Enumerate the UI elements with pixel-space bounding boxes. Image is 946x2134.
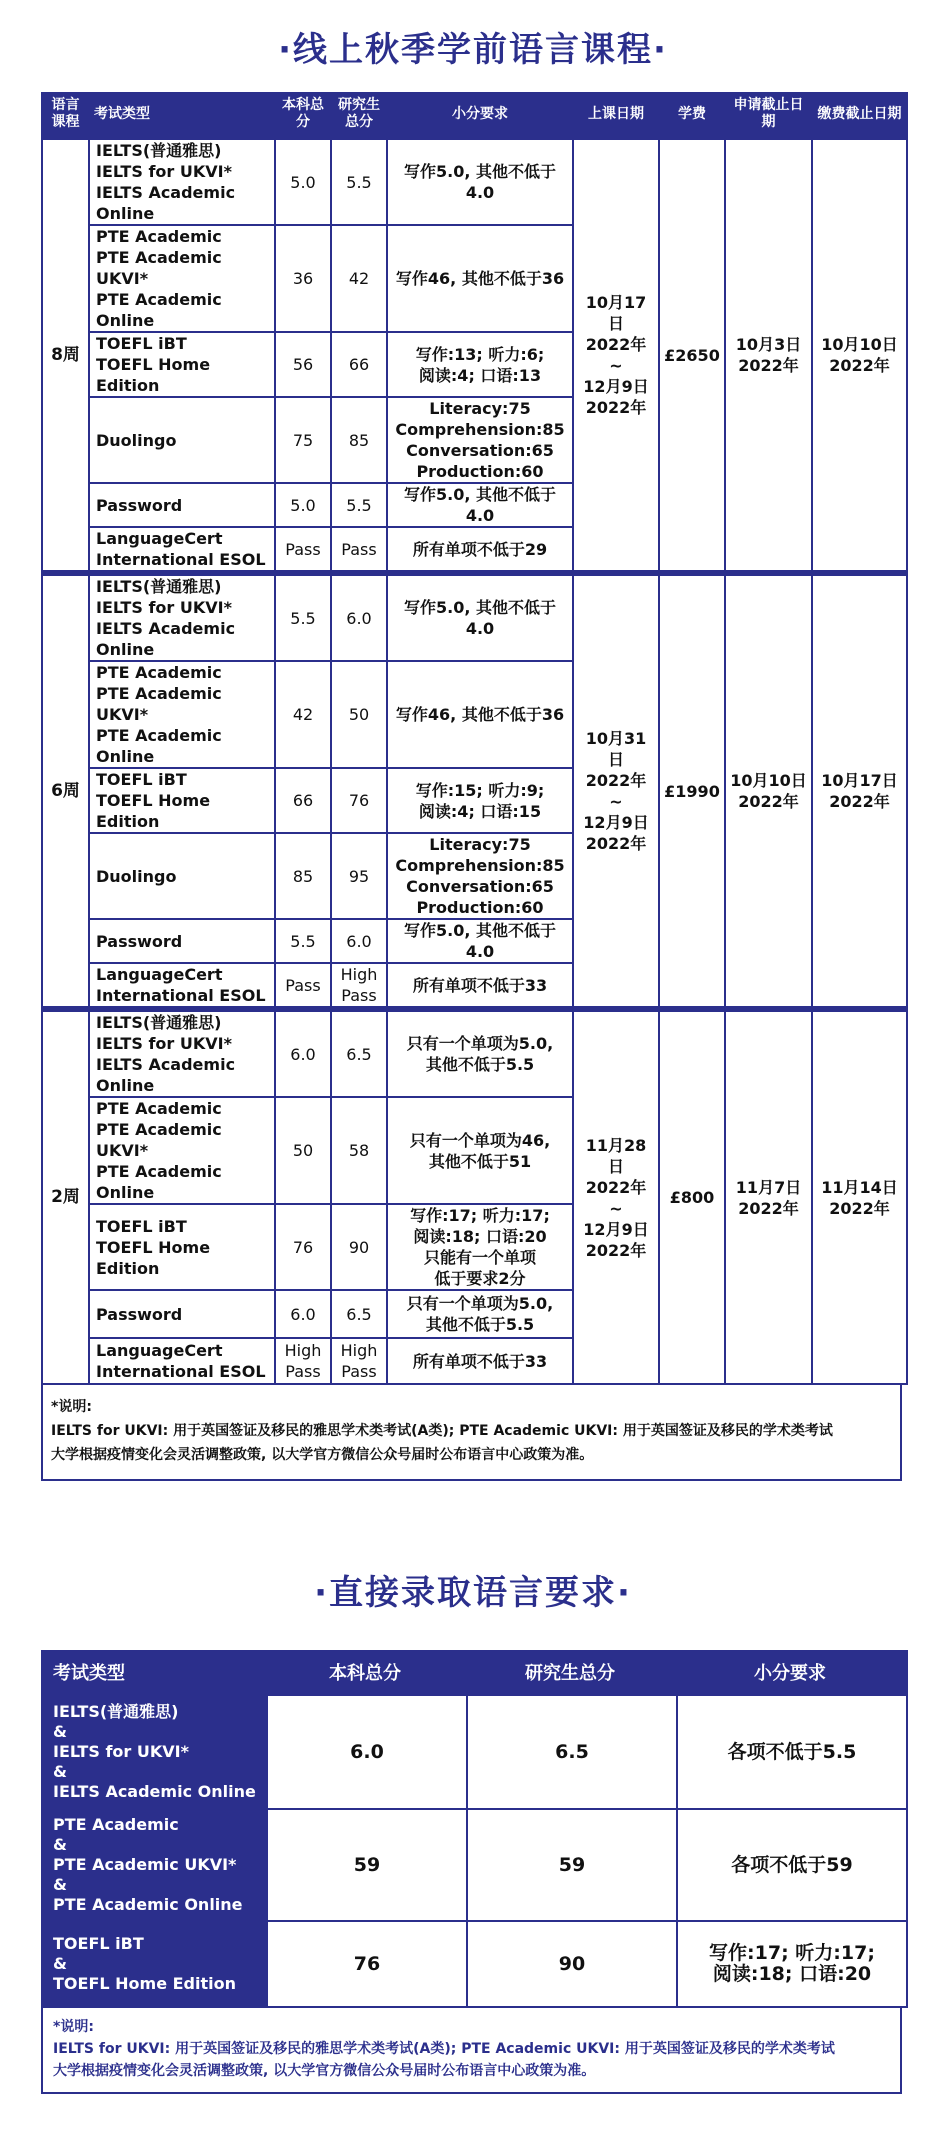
- page-title-direct-admission: ·直接录取语言要求·: [314, 1573, 632, 1613]
- subscore-requirement: Literacy:75 Comprehension:85 Conversation:65 Production:60: [387, 397, 573, 483]
- pg-score: 50: [331, 661, 387, 768]
- exam-type: Duolingo: [89, 833, 275, 919]
- header-exam-type: 考试类型: [89, 93, 275, 137]
- exam-type: PTE Academic PTE Academic UKVI* PTE Academic Online: [89, 1097, 275, 1204]
- note-online-course: *说明: IELTS for UKVI: 用于英国签证及移民的雅思学术类考试(A类); PTE Academic UKVI: 用于英国签证及移民的学术类考试 大学根据疫情变化会灵活调整政策, 以大学官方微信公众号届时公布语言中心政策为准。: [41, 1383, 902, 1481]
- apply-deadline: 10月10日 2022年: [725, 573, 812, 1009]
- subscore-requirement: 只有一个单项为5.0, 其他不低于5.5: [387, 1290, 573, 1338]
- tuition-fee: £2650: [659, 137, 725, 573]
- exam-type: IELTS(普通雅思) & IELTS for UKVI* & IELTS Academic Online: [42, 1695, 267, 1809]
- ug-score: Pass: [275, 527, 331, 573]
- ug-score: 85: [275, 833, 331, 919]
- exam-type: TOEFL iBT TOEFL Home Edition: [89, 332, 275, 397]
- pg-score: 5.5: [331, 137, 387, 225]
- exam-type: Password: [89, 1290, 275, 1338]
- subscore-requirement: 写作:17; 听力:17; 阅读:18; 口语:20: [677, 1921, 907, 2007]
- table-row: [42, 573, 907, 661]
- subscore-requirement: 所有单项不低于29: [387, 527, 573, 573]
- pg-score: 5.5: [331, 483, 387, 527]
- pg-score: 95: [331, 833, 387, 919]
- subscore-requirement: 只有一个单项为46, 其他不低于51: [387, 1097, 573, 1204]
- pg-score: 59: [467, 1809, 677, 1921]
- subscore-requirement: 各项不低于59: [677, 1809, 907, 1921]
- ug-score: 76: [275, 1204, 331, 1290]
- ug-score: 50: [275, 1097, 331, 1204]
- header-fee: 学费: [659, 93, 725, 137]
- pg-score: Pass: [331, 527, 387, 573]
- ug-score: 6.0: [275, 1290, 331, 1338]
- pg-score: 85: [331, 397, 387, 483]
- exam-type: PTE Academic PTE Academic UKVI* PTE Academic Online: [89, 661, 275, 768]
- ug-score: 59: [267, 1809, 467, 1921]
- apply-deadline: 11月7日 2022年: [725, 1009, 812, 1384]
- ug-score: 5.0: [275, 137, 331, 225]
- pay-deadline: 10月10日 2022年: [812, 137, 907, 573]
- subscore-requirement: 写作5.0, 其他不低于4.0: [387, 483, 573, 527]
- apply-deadline: 10月3日 2022年: [725, 137, 812, 573]
- subscore-requirement: 写作:15; 听力:9; 阅读:4; 口语:15: [387, 768, 573, 833]
- subscore-requirement: 写作:17; 听力:17; 阅读:18; 口语:20 只能有一个单项 低于要求2分: [387, 1204, 573, 1290]
- subscore-requirement: 写作5.0, 其他不低于4.0: [387, 137, 573, 225]
- pg-score: High Pass: [331, 963, 387, 1009]
- note-direct-admission: *说明: IELTS for UKVI: 用于英国签证及移民的雅思学术类考试(A类); PTE Academic UKVI: 用于英国签证及移民的学术类考试 大学根据疫情变化会灵活调整政策, 以大学官方微信公众号届时公布语言中心政策为准。: [41, 2006, 902, 2094]
- subscore-requirement: 写作:13; 听力:6; 阅读:4; 口语:13: [387, 332, 573, 397]
- online-course-table: [41, 92, 908, 1385]
- ug-score: 6.0: [267, 1695, 467, 1809]
- header-course: 语言课程: [42, 93, 89, 137]
- exam-type: IELTS(普通雅思) IELTS for UKVI* IELTS Academic Online: [89, 573, 275, 661]
- ug-score: Pass: [275, 963, 331, 1009]
- header-subscores: 小分要求: [387, 93, 573, 137]
- ug-score: 76: [267, 1921, 467, 2007]
- exam-type: PTE Academic & PTE Academic UKVI* & PTE Academic Online: [42, 1809, 267, 1921]
- pg-score: 6.5: [467, 1695, 677, 1809]
- pg-score: 42: [331, 225, 387, 332]
- pg-score: 90: [467, 1921, 677, 2007]
- pg-score: 6.0: [331, 573, 387, 661]
- tuition-fee: £1990: [659, 573, 725, 1009]
- ug-score: 66: [275, 768, 331, 833]
- pg-score: 76: [331, 768, 387, 833]
- pay-deadline: 10月17日 2022年: [812, 573, 907, 1009]
- page-title-online-course: ·线上秋季学前语言课程·: [278, 30, 668, 70]
- subscore-requirement: 写作5.0, 其他不低于4.0: [387, 573, 573, 661]
- header-apply-deadline: 申请截止日期: [725, 93, 812, 137]
- course-block: [42, 137, 907, 573]
- subscore-requirement: 所有单项不低于33: [387, 963, 573, 1009]
- exam-type: LanguageCert International ESOL: [89, 527, 275, 573]
- class-date: 10月31日 2022年 ~ 12月9日 2022年: [573, 573, 659, 1009]
- pay-deadline: 11月14日 2022年: [812, 1009, 907, 1384]
- pg-score: 6.0: [331, 919, 387, 963]
- course-block: [42, 1009, 907, 1384]
- header-subscores: 小分要求: [677, 1651, 907, 1695]
- table-row: [42, 1921, 907, 2007]
- header-pg-score: 研究生总分: [331, 93, 387, 137]
- subscore-requirement: 所有单项不低于33: [387, 1338, 573, 1384]
- header-ug-score: 本科总分: [275, 93, 331, 137]
- class-date: 11月28日 2022年 ~ 12月9日 2022年: [573, 1009, 659, 1384]
- header-ug-score: 本科总分: [267, 1651, 467, 1695]
- subscore-requirement: 写作46, 其他不低于36: [387, 225, 573, 332]
- course-duration: 2周: [42, 1009, 89, 1384]
- ug-score: 75: [275, 397, 331, 483]
- ug-score: 56: [275, 332, 331, 397]
- exam-type: Password: [89, 483, 275, 527]
- exam-type: IELTS(普通雅思) IELTS for UKVI* IELTS Academic Online: [89, 137, 275, 225]
- exam-type: TOEFL iBT TOEFL Home Edition: [89, 768, 275, 833]
- subscore-requirement: 只有一个单项为5.0, 其他不低于5.5: [387, 1009, 573, 1097]
- exam-type: PTE Academic PTE Academic UKVI* PTE Academic Online: [89, 225, 275, 332]
- header-class-date: 上课日期: [573, 93, 659, 137]
- course-duration: 6周: [42, 573, 89, 1009]
- header-exam-type: 考试类型: [42, 1651, 267, 1695]
- ug-score: 42: [275, 661, 331, 768]
- ug-score: 5.0: [275, 483, 331, 527]
- course-block: [42, 573, 907, 1009]
- table-row: [42, 1009, 907, 1097]
- ug-score: 5.5: [275, 919, 331, 963]
- exam-type: LanguageCert International ESOL: [89, 963, 275, 1009]
- subscore-requirement: 各项不低于5.5: [677, 1695, 907, 1809]
- ug-score: 36: [275, 225, 331, 332]
- ug-score: High Pass: [275, 1338, 331, 1384]
- table-row: [42, 1695, 907, 1809]
- subscore-requirement: 写作5.0, 其他不低于4.0: [387, 919, 573, 963]
- ug-score: 6.0: [275, 1009, 331, 1097]
- exam-type: Duolingo: [89, 397, 275, 483]
- pg-score: 6.5: [331, 1290, 387, 1338]
- pg-score: 58: [331, 1097, 387, 1204]
- tuition-fee: £800: [659, 1009, 725, 1384]
- ug-score: 5.5: [275, 573, 331, 661]
- exam-type: TOEFL iBT TOEFL Home Edition: [89, 1204, 275, 1290]
- header-pay-deadline: 缴费截止日期: [812, 93, 907, 137]
- pg-score: 66: [331, 332, 387, 397]
- pg-score: 90: [331, 1204, 387, 1290]
- subscore-requirement: Literacy:75 Comprehension:85 Conversation:65 Production:60: [387, 833, 573, 919]
- table-row: [42, 1809, 907, 1921]
- pg-score: 6.5: [331, 1009, 387, 1097]
- class-date: 10月17日 2022年 ~ 12月9日 2022年: [573, 137, 659, 573]
- subscore-requirement: 写作46, 其他不低于36: [387, 661, 573, 768]
- exam-type: IELTS(普通雅思) IELTS for UKVI* IELTS Academic Online: [89, 1009, 275, 1097]
- course-duration: 8周: [42, 137, 89, 573]
- pg-score: High Pass: [331, 1338, 387, 1384]
- exam-type: Password: [89, 919, 275, 963]
- exam-type: LanguageCert International ESOL: [89, 1338, 275, 1384]
- exam-type: TOEFL iBT & TOEFL Home Edition: [42, 1921, 267, 2007]
- header-pg-score: 研究生总分: [467, 1651, 677, 1695]
- table-row: [42, 137, 907, 225]
- direct-admission-table: [41, 1650, 908, 2008]
